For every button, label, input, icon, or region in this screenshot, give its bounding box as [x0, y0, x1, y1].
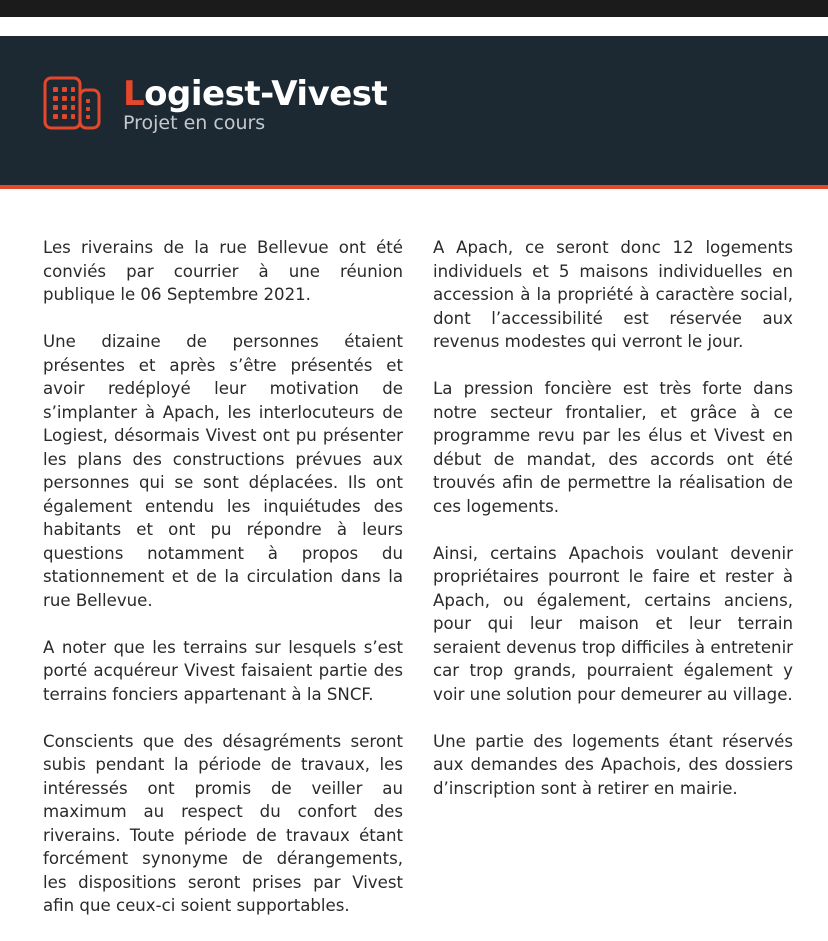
title-rest: ogiest-Vivest [144, 74, 388, 114]
article-paragraph: La pression foncière est très forte dans notre secteur frontalier, et grâce à ce programme revu par les élus et Vivest en début de mandat, des accords ont été trouvés afin de permettre la réalisation de ces logements. [433, 379, 793, 516]
page-title [123, 74, 388, 114]
article-left-column [43, 236, 403, 941]
article-paragraph: Ainsi, certains Apachois voulant devenir propriétaires pourront le faire et rester à Apach, ou également, certains anciens, pour qui leur maison et leur terrain seraient devenus trop difficiles à entretenir car trop grands, pourraient également y voir une solution pour demeurer au village. [433, 543, 793, 704]
article-paragraph: A noter que les terrains sur lesquels s’est porté acquéreur Vivest faisaient partie des terrains fonciers appartenant à la SNCF. [43, 637, 403, 704]
article-right-column [433, 236, 793, 824]
article-paragraph: Conscients que des désagréments seront subis pendant la période de travaux, les intéressés ont promis de veiller au maximum au respect du confort des riverains. Toute période de travaux étant forcément synonyme de dérangements, les dispositions seront prises par Vivest afin que ceux-ci soient supportables. [43, 731, 403, 915]
article-paragraph: Une dizaine de personnes étaient présentes et après s’être présentés et avoir redéployé leur motivation de s’implanter à Apach, les interlocuteurs de Logiest, désormais Vivest ont pu présenter les plans des constructions prévues aux personnes qui se sont déplacées. Ils ont également entendu les inquiétudes des habitants et ont pu répondre à leurs questions notamment à propos du stationnement et de la circulation dans la rue Bellevue. [43, 332, 403, 610]
building-icon [43, 76, 101, 130]
article-paragraph: Une partie des logements étant réservés aux demandes des Apachois, des dossiers d’inscription sont à retirer en mairie. [433, 731, 793, 798]
page-subtitle: Projet en cours [123, 112, 266, 134]
title-initial: L [123, 74, 145, 114]
top-strip [0, 0, 828, 17]
article-paragraph: A Apach, ce seront donc 12 logements individuels et 5 maisons individuelles en accession à la propriété à caractère social, dont l’accessibilité est réservée aux revenus modestes qui verront le jour. [433, 238, 793, 351]
article-paragraph: Les riverains de la rue Bellevue ont été conviés par courrier à une réunion publique le 06 Septembre 2021. [43, 238, 403, 304]
